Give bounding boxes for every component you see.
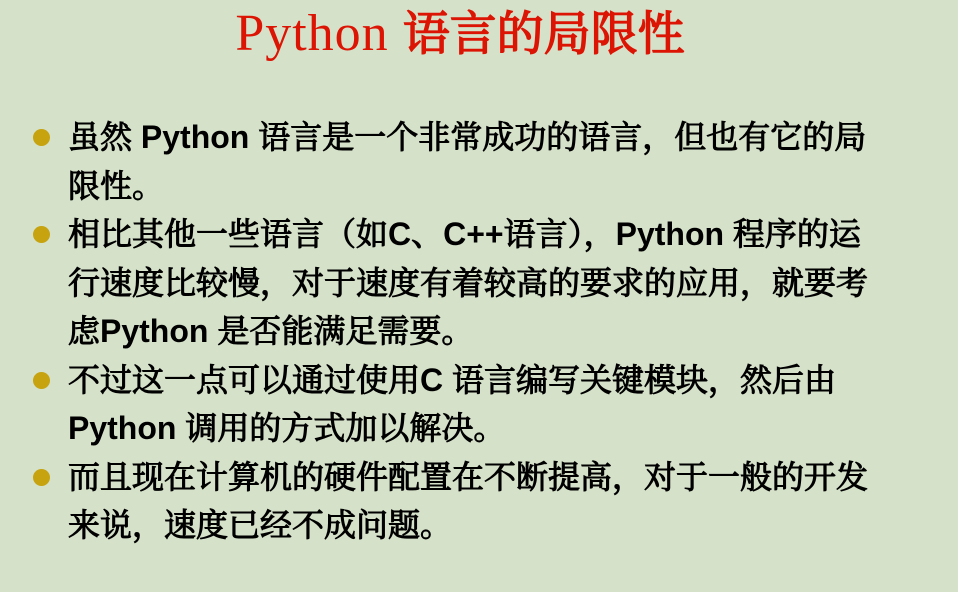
bullet-text [68, 113, 866, 210]
bullet-line: 来说，速度已经不成问题。 [68, 507, 453, 543]
bullet-marker-icon [33, 469, 50, 486]
bullet-line: 限性。 [68, 167, 165, 204]
bullet-list [33, 113, 938, 550]
page-title-latin: Python [235, 5, 403, 62]
bullet-text [68, 453, 868, 550]
bullet-line: 不过这一点可以通过使用C 语言编写关键模块，然后由 [68, 361, 837, 398]
bullet-marker-icon [33, 226, 50, 243]
bullet-marker-icon [33, 129, 50, 146]
bullet-line: 而且现在计算机的硬件配置在不断提高，对于一般的开发 [68, 458, 869, 495]
bullet-marker-icon [33, 372, 50, 389]
bullet-line: 相比其他一些语言（如C、C++语言），Python 程序的运 [68, 216, 861, 252]
bullet-item [33, 453, 938, 550]
page-title [0, 4, 920, 69]
bullet-item [33, 113, 938, 210]
bullet-line: 虑Python 是否能满足需要。 [68, 313, 474, 349]
bullet-item [33, 210, 938, 356]
bullet-line: Python 调用的方式加以解决。 [68, 410, 506, 446]
page-title-chinese: 语言的局限性 [402, 7, 685, 60]
bullet-text [68, 356, 836, 453]
bullet-item [33, 356, 938, 453]
bullet-text [68, 210, 868, 356]
bullet-line: 虽然 Python 语言是一个非常成功的语言，但也有它的局 [68, 119, 867, 155]
bullet-line: 行速度比较慢，对于速度有着较高的要求的应用，就要考 [68, 264, 869, 301]
